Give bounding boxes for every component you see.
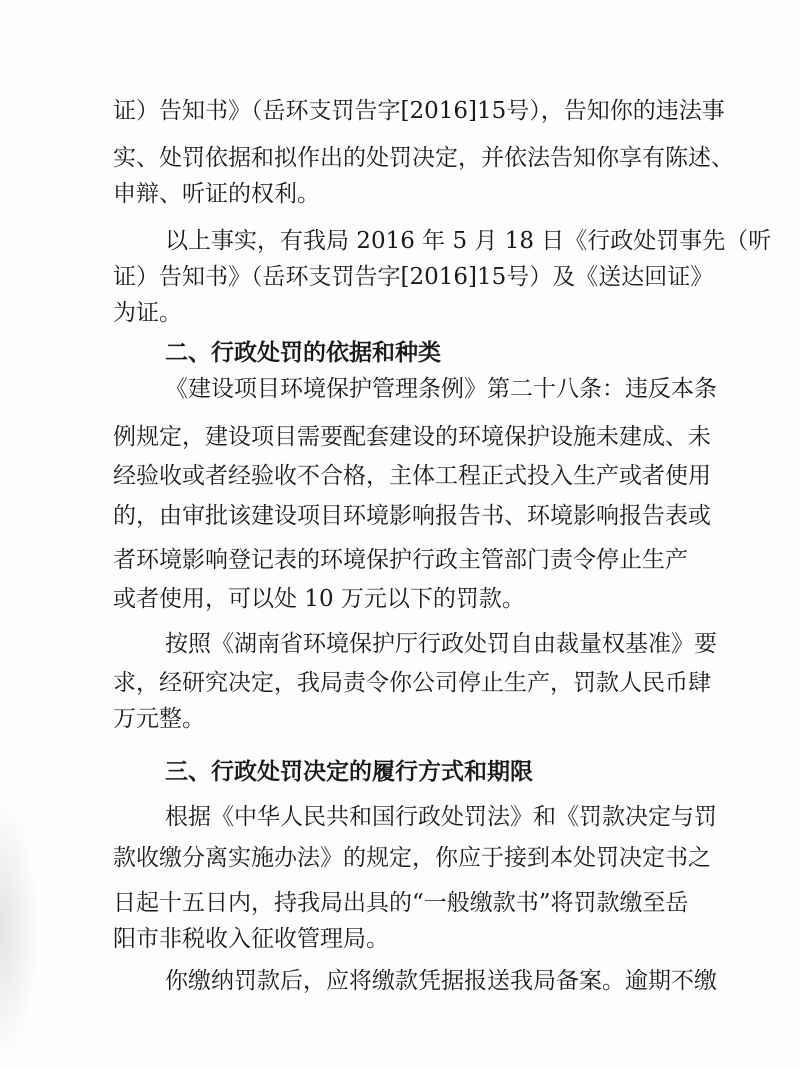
body-line-16: 万元整。 xyxy=(113,706,205,732)
body-line-18: 根据《中华人民共和国行政处罚法》和《罚款决定与罚 xyxy=(165,804,717,830)
body-line-10: 经验收或者经验收不合格，主体工程正式投入生产或者使用 xyxy=(113,463,711,489)
body-line-4: 以上事实，有我局 2016 年 5 月 18 日《行政处罚事先（听 xyxy=(165,228,772,254)
body-line-12: 者环境影响登记表的环境保护行政主管部门责令停止生产 xyxy=(113,547,688,573)
body-line-1: 证）告知书》（岳环支罚告字[2016]15号），告知你的违法事 xyxy=(113,98,725,124)
body-line-6: 为证。 xyxy=(113,300,182,326)
body-line-13: 或者使用，可以处 10 万元以下的罚款。 xyxy=(113,586,525,612)
scan-shadow xyxy=(0,800,40,1060)
body-line-5: 证）告知书》（岳环支罚告字[2016]15号）及《送达回证》 xyxy=(113,264,714,290)
body-line-9: 例规定，建设项目需要配套建设的环境保护设施未建成、未 xyxy=(113,424,711,450)
body-line-8: 《建设项目环境保护管理条例》第二十八条：违反本条 xyxy=(165,376,717,402)
body-line-20: 日起十五日内，持我局出具的“一般缴款书”将罚款缴至岳 xyxy=(113,890,689,916)
body-line-14: 按照《湖南省环境保护厅行政处罚自由裁量权基准》要 xyxy=(165,631,717,657)
body-line-11: 的，由审批该建设项目环境影响报告书、环境影响报告表或 xyxy=(113,503,711,529)
section-heading-3: 三、行政处罚决定的履行方式和期限 xyxy=(165,759,533,785)
body-line-15: 求，经研究决定，我局责令你公司停止生产，罚款人民币肆 xyxy=(113,670,711,696)
body-line-19: 款收缴分离实施办法》的规定，你应于接到本处罚决定书之 xyxy=(113,845,711,871)
body-line-21: 阳市非税收入征收管理局。 xyxy=(113,926,389,952)
body-line-3: 申辩、听证的权利。 xyxy=(113,181,320,207)
body-line-2: 实、处罚依据和拟作出的处罚决定，并依法告知你享有陈述、 xyxy=(113,145,734,171)
body-line-22: 你缴纳罚款后，应将缴款凭据报送我局备案。逾期不缴 xyxy=(165,968,717,994)
section-heading-2: 二、行政处罚的依据和种类 xyxy=(165,340,441,366)
